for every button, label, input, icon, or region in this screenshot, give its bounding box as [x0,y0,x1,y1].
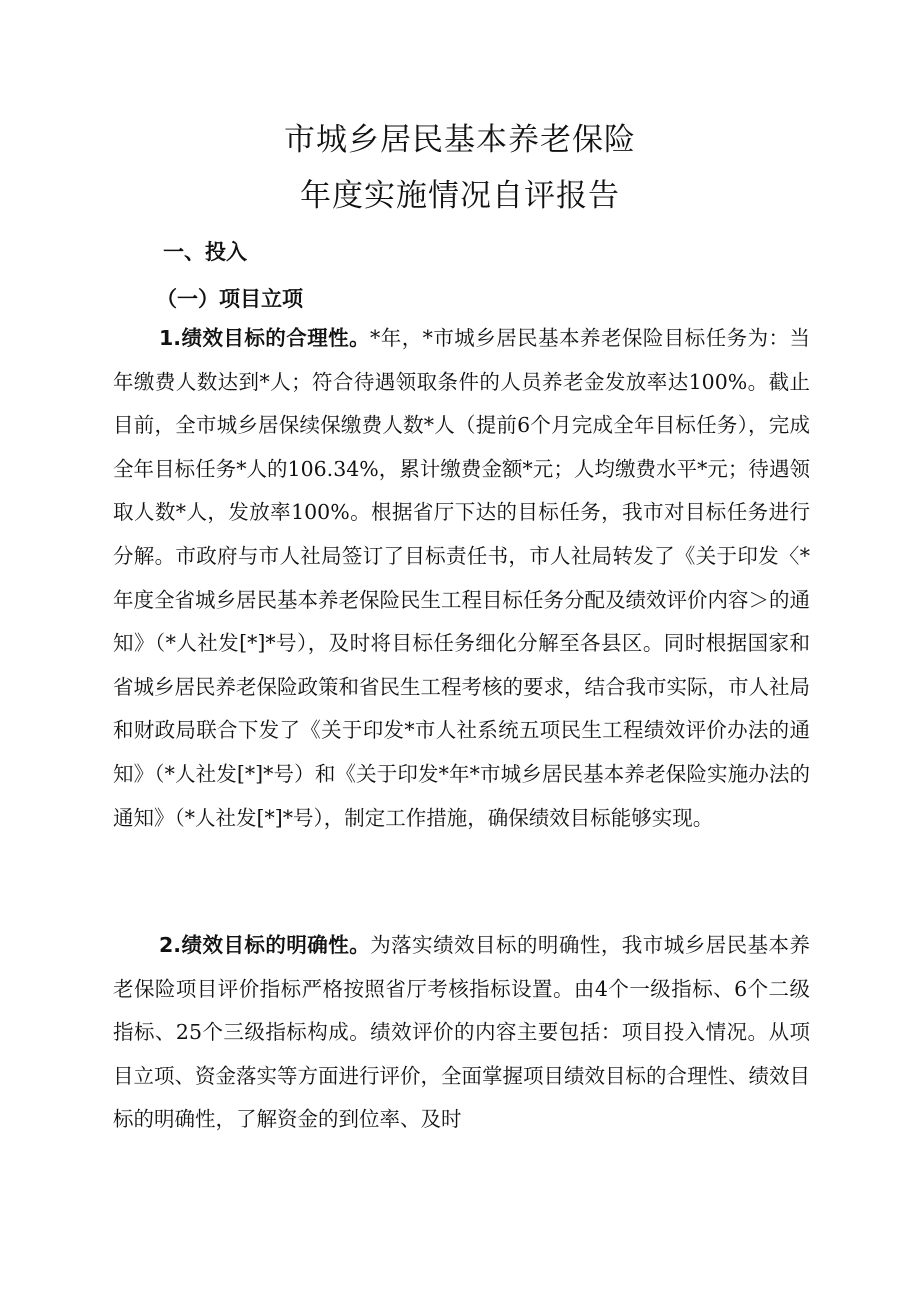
section-heading: 一、投入 [163,240,247,264]
paragraph-1 [113,317,810,840]
document-title-line-2: 年度实施情况自评报告 [300,178,620,214]
subsection-heading: （一）项目立项 [156,287,303,311]
document-title-line-1: 市城乡居民基本养老保险 [284,122,636,158]
paragraph-2 [113,924,810,1142]
paragraph-1-text: *年，*市城乡居民基本养老保险目标任务为：当年缴费人数达到*人；符合待遇领取条件的人员养老金发放率达100%。截止目前，全市城乡居保续保缴费人数*人（提前6个月完成全年目标任务），完成全年目标任务*人的106.34%，累计缴费金额*元；人均缴费水平*元；待遇领取人数*人，发放率100%。根据省厅下达的目标任务，我市对目标任务进行分解。市政府与市人社局签订了目标责任书，市人社局转发了《关于印发〈*年度全省城乡居民基本养老保险民生工程目标任务分配及绩效评价内容＞的通知》（*人社发[*]*号），及时将目标任务细化分解至各县区。同时根据国家和省城乡居民养老保险政策和省民生工程考核的要求，结合我市实际，市人社局和财政局联合下发了《关于印发*市人社系统五项民生工程绩效评价办法的通知》（*人社发[*]*号）和《关于印发*年*市城乡居民基本养老保险实施办法的通知》（*人社发[*]*号），制定工作措施，确保绩效目标能够实现。 [113,326,810,830]
paragraph-2-text: 为落实绩效目标的明确性，我市城乡居民基本养老保险项目评价指标严格按照省厅考核指标设置。由4个一级指标、6个二级指标、25个三级指标构成。绩效评价的内容主要包括：项目投入情况。从项目立项、资金落实等方面进行评价，全面掌握项目绩效目标的合理性、绩效目标的明确性，了解资金的到位率、及时 [113,933,810,1132]
paragraph-2-lead: 2.绩效目标的明确性。 [159,933,371,957]
paragraph-1-lead: 1.绩效目标的合理性。 [159,326,371,350]
